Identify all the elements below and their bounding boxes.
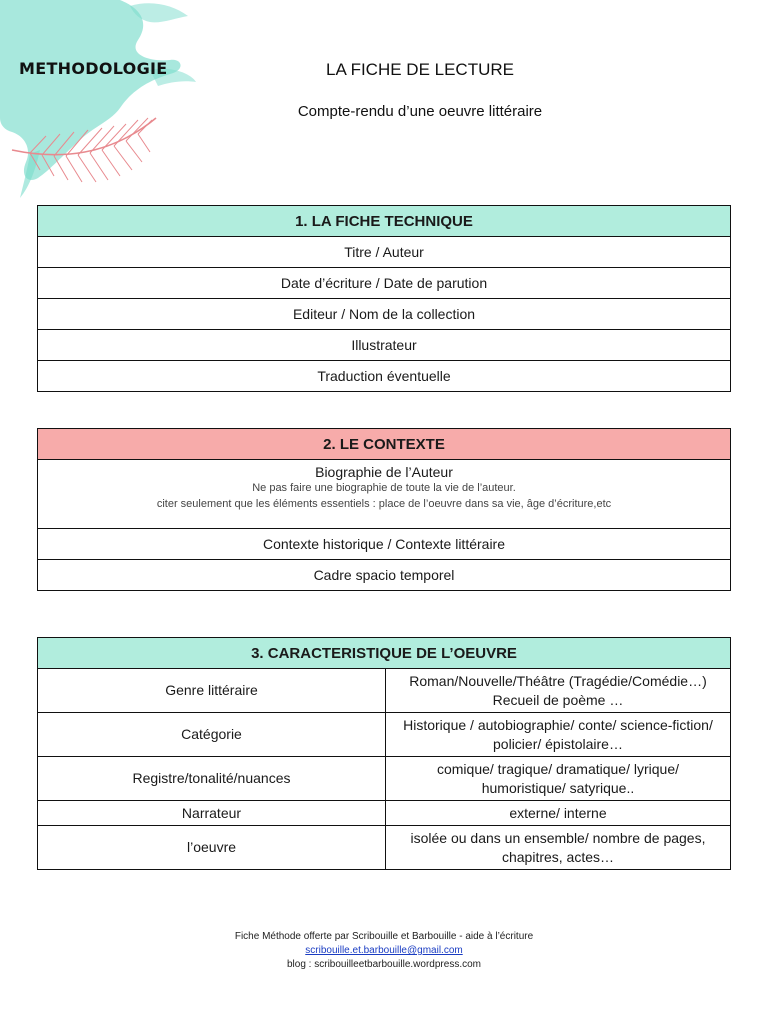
row-value-line: comique/ tragique/ dramatique/ lyrique/	[436, 760, 680, 777]
row-value	[386, 801, 731, 826]
table-row	[38, 713, 731, 757]
table-heading: 1. LA FICHE TECHNIQUE	[38, 206, 731, 237]
row-label: l’oeuvre	[38, 826, 386, 870]
row-value-line: Roman/Nouvelle/Théâtre (Tragédie/Comédie…)	[409, 672, 707, 689]
row-value	[386, 713, 731, 757]
row-value	[386, 669, 731, 713]
table-row: Contexte historique / Contexte littéraire	[38, 529, 731, 560]
email-link[interactable]: scribouille.et.barbouille@gmail.com	[305, 945, 463, 956]
table-row	[38, 669, 731, 713]
table-row	[38, 801, 731, 826]
biography-cell	[38, 460, 731, 529]
biography-note	[44, 480, 724, 512]
watercolor-splash-icon	[0, 0, 196, 198]
row-label: Narrateur	[38, 801, 386, 826]
footer-credit: Fiche Méthode offerte par Scribouille et Barbouille - aide à l’écriture	[234, 931, 534, 942]
table-heading: 2. LE CONTEXTE	[38, 429, 731, 460]
section-label: METHODOLOGIE	[19, 59, 168, 78]
table-row: Titre / Auteur	[38, 237, 731, 268]
table-row: Editeur / Nom de la collection	[38, 299, 731, 330]
row-value-line: policier/ épistolaire…	[493, 735, 623, 752]
row-value	[386, 826, 731, 870]
row-value-line: humoristique/ satyrique..	[481, 779, 635, 796]
row-value-line: Recueil de poème …	[492, 691, 624, 708]
context-table	[37, 428, 731, 591]
table-heading: 3. CARACTERISTIQUE DE L’OEUVRE	[38, 638, 731, 669]
biography-note-line: Ne pas faire une biographie de toute la vie de l’auteur.	[252, 482, 516, 494]
row-label: Genre littéraire	[38, 669, 386, 713]
biography-label: Biographie de l’Auteur	[315, 464, 453, 480]
table-row: Cadre spacio temporel	[38, 560, 731, 591]
footer	[0, 930, 768, 972]
table-row	[38, 757, 731, 801]
table-row: Traduction éventuelle	[38, 361, 731, 392]
row-label: Registre/tonalité/nuances	[38, 757, 386, 801]
row-value-line: isolée ou dans un ensemble/ nombre de pages,	[410, 829, 706, 846]
page-subtitle: Compte-rendu d’une oeuvre littéraire	[297, 103, 543, 120]
row-label: Catégorie	[38, 713, 386, 757]
row-value-line: chapitres, actes…	[501, 848, 615, 865]
page-title: LA FICHE DE LECTURE	[326, 60, 514, 79]
row-value-line: externe/ interne	[509, 804, 607, 821]
row-value	[386, 757, 731, 801]
characteristics-table	[37, 637, 731, 870]
row-value-line: Historique / autobiographie/ conte/ science-fiction/	[403, 716, 713, 733]
biography-note-line: citer seulement que les éléments essentiels : place de l’oeuvre dans sa vie, âge d’écriture,etc	[156, 498, 612, 510]
blog-text: blog : scribouilleetbarbouille.wordpress.com	[287, 959, 481, 970]
technical-sheet-table	[37, 205, 731, 392]
table-row	[38, 826, 731, 870]
header-decoration	[0, 0, 200, 200]
table-row: Date d’écriture / Date de parution	[38, 268, 731, 299]
table-row: Illustrateur	[38, 330, 731, 361]
